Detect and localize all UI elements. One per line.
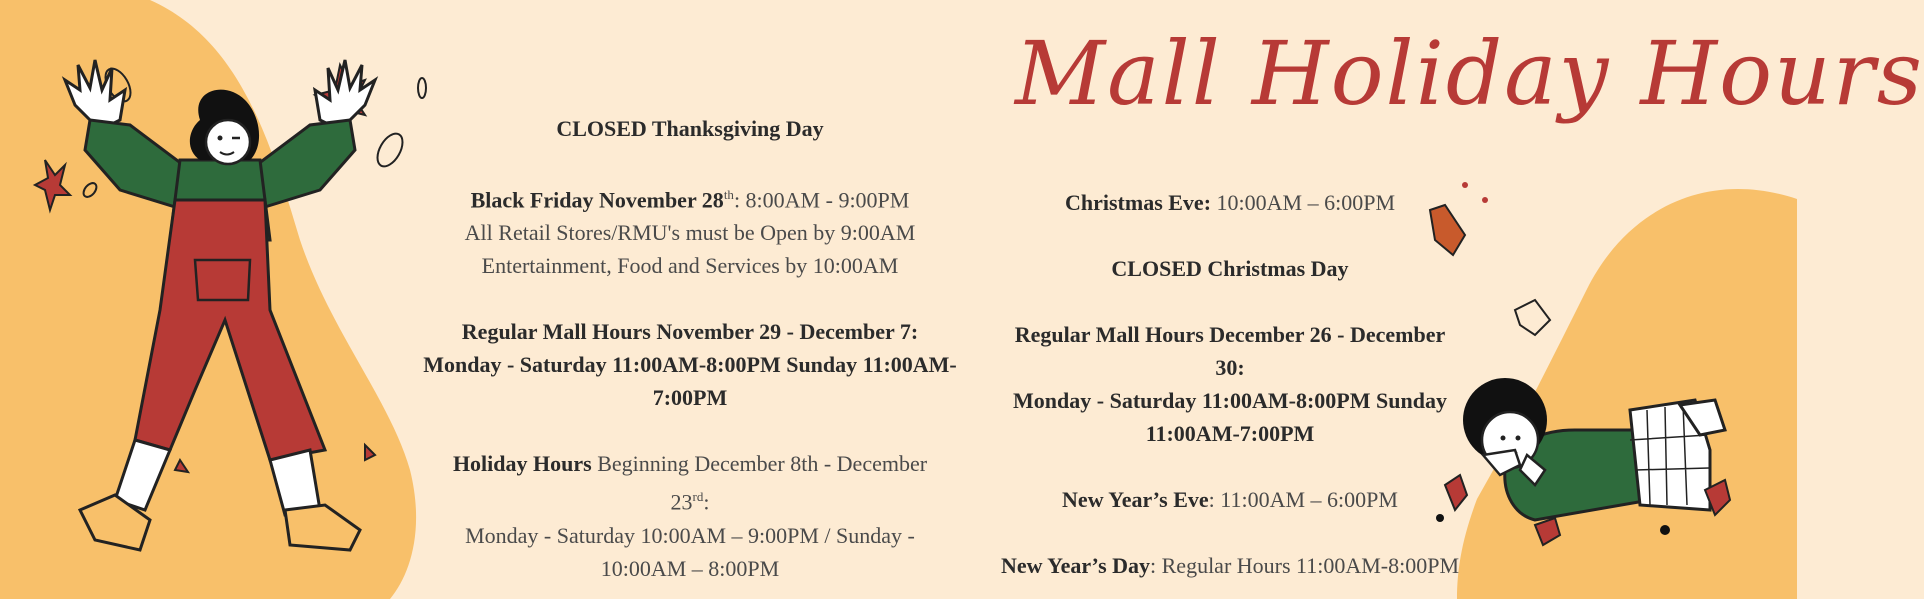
retail-note: All Retail Stores/RMU's must be Open by 9:00AM <box>464 220 916 246</box>
christmas-eve: Christmas Eve: 10:00AM – 6:00PM <box>1064 190 1396 215</box>
girl-illustration <box>20 60 420 580</box>
new-years-eve: New Year’s Eve: 11:00AM – 6:00PM <box>1062 487 1398 512</box>
black-friday: Black Friday November 28th: 8:00AM - 9:00PM <box>470 187 910 213</box>
holiday-hours-heading: Holiday Hours Beginning December 8th - December <box>452 451 928 477</box>
regular-hours-heading: Regular Mall Hours November 29 - December 7: <box>461 319 919 345</box>
regular-hours-heading: Regular Mall Hours December 26 - December <box>1014 322 1446 347</box>
closed-thanksgiving: CLOSED Thanksgiving Day <box>556 116 824 141</box>
holiday-hours-line: 10:00AM – 8:00PM <box>600 555 780 581</box>
regular-hours-line: 11:00AM-7:00PM <box>1145 421 1315 446</box>
entertainment-note: Entertainment, Food and Services by 10:00AM <box>481 253 899 279</box>
regular-hours-line: Monday - Saturday 11:00AM-8:00PM Sunday 11:00AM- <box>423 352 957 378</box>
closed-christmas: CLOSED Christmas Day <box>1111 256 1349 281</box>
holiday-hours-date: 23rd: <box>670 489 710 515</box>
page-title: Mall Holiday Hours <box>1015 22 1924 125</box>
regular-hours-heading: 30: <box>1215 355 1245 380</box>
left-schedule <box>410 112 970 585</box>
holiday-hours-line: Monday - Saturday 10:00AM – 9:00PM / Sunday - <box>465 522 915 548</box>
new-years-day: New Year’s Day: Regular Hours 11:00AM-8:00PM <box>1000 553 1460 578</box>
regular-hours-line: Monday - Saturday 11:00AM-8:00PM Sunday <box>1013 388 1447 413</box>
regular-hours-line: 7:00PM <box>652 385 728 411</box>
right-schedule <box>980 186 1480 582</box>
